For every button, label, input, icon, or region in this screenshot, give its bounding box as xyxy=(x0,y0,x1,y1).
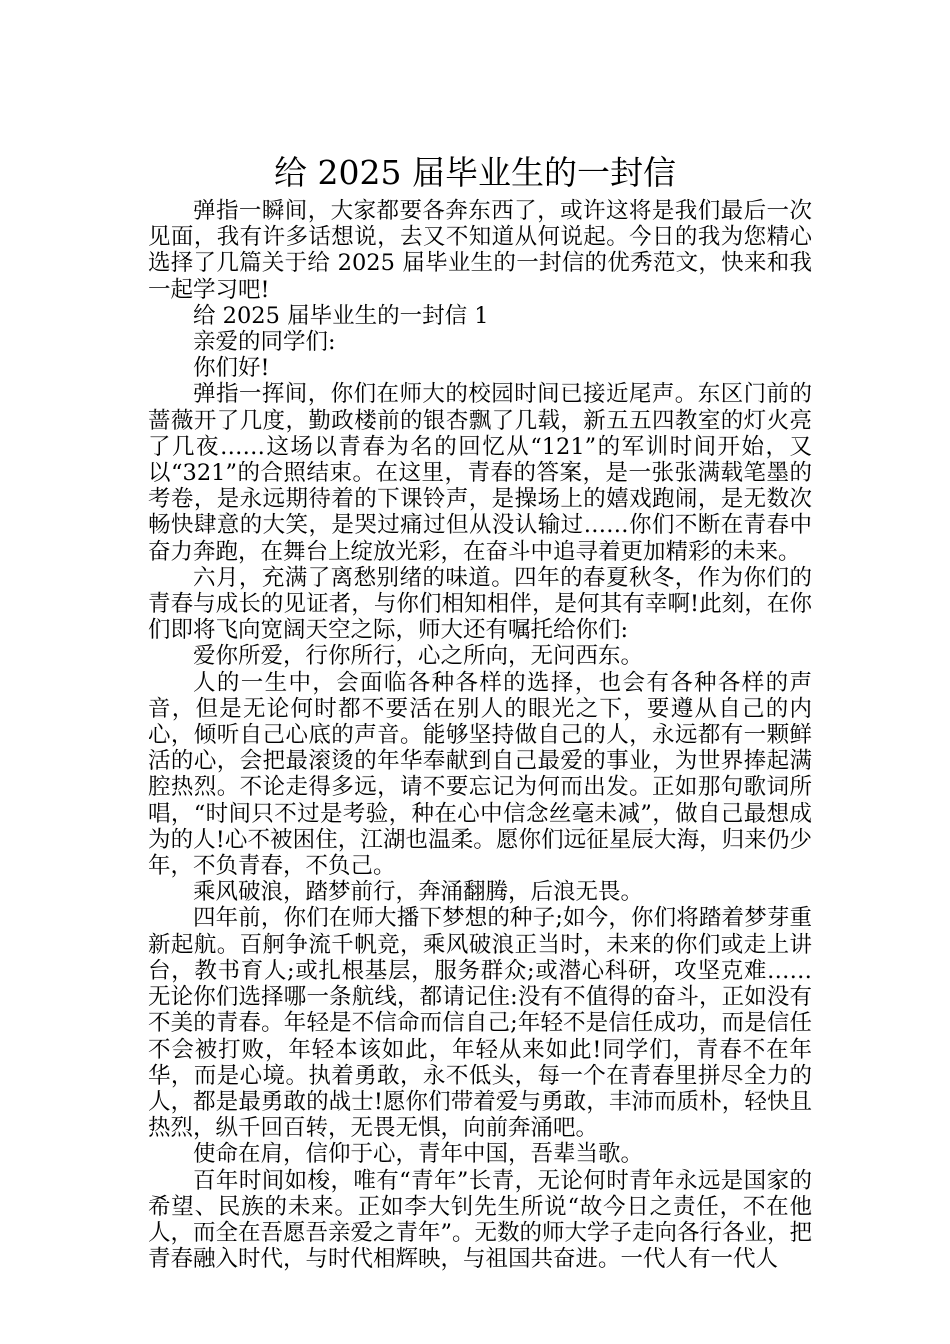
body-paragraph: 百年时间如梭，唯有“青年”长青，无论何时青年永远是国家的希望、民族的未来。正如李大钊先生所说“故今日之责任，不在他人，而全在吾愿吾亲爱之青年”。无数的师大学子走向各行各业，把青春融入时代，与时代相辉映，与祖国共奋进。一代人有一代人 xyxy=(148,1167,813,1273)
letter-heading: 给 2025 届毕业生的一封信 1 xyxy=(193,302,489,329)
section-motto: 使命在肩，信仰于心，青年中国，吾辈当歌。 xyxy=(193,1141,644,1168)
document-body xyxy=(148,198,812,1272)
section-motto: 乘风破浪，踏梦前行，奔涌翻腾，后浪无畏。 xyxy=(193,879,644,906)
salutation: 亲爱的同学们: xyxy=(193,329,336,356)
body-paragraph: 四年前，你们在师大播下梦想的种子;如今，你们将踏着梦芽重新起航。百舸争流千帆竞，乘风破浪正当时，未来的你们或走上讲台，教书育人;或扎根基层，服务群众;或潜心科研，攻坚克难……无论你们选择哪一条航线，都请记住:没有不值得的奋斗，正如没有不美的青春。年轻是不信命而信自己;年轻不是信任成功，而是信任不会被打败，年轻本该如此，年轻从来如此!同学们，青春不在年华，而是心境。执着勇敢，永不低头，每一个在青春里拼尽全力的人，都是最勇敢的战士!愿你们带着爱与勇敢，丰沛而质朴，轻快且热烈，纵千回百转，无畏无惧，向前奔涌吧。 xyxy=(148,905,812,1142)
body-paragraph: 六月，充满了离愁别绪的味道。四年的春夏秋冬，作为你们的青春与成长的见证者，与你们相知相伴，是何其有幸啊!此刻，在你们即将飞向宽阔天空之际，师大还有嘱托给你们: xyxy=(148,564,812,644)
body-paragraph: 人的一生中，会面临各种各样的选择，也会有各种各样的声音，但是无论何时都不要活在别人的眼光之下，要遵从自己的内心，倾听自己心底的声音。能够坚持做自己的人，永远都有一颗鲜活的心，会把最滚烫的年华奉献到自己最爱的事业，为世界捧起满腔热烈。不论走得多远，请不要忘记为何而出发。正如那句歌词所唱，“时间只不过是考验，种在心中信念丝毫未减”，做自己最想成为的人!心不被困住，江湖也温柔。愿你们远征星辰大海，归来仍少年，不负青春，不负己。 xyxy=(148,669,812,880)
greeting: 你们好! xyxy=(193,355,270,382)
body-paragraph: 弹指一挥间，你们在师大的校园时间已接近尾声。东区门前的蔷薇开了几度，勤政楼前的银杏飘了几载，新五五四教室的灯火亮了几夜……这场以青春为名的回忆从“121”的军训时间开始，又以“321”的合照结束。在这里，青春的答案，是一张张满载笔墨的考卷，是永远期待着的下课铃声，是操场上的嬉戏跑闹，是无数次畅快肆意的大笑，是哭过痛过但从没认输过……你们不断在青春中奋力奔跑，在舞台上绽放光彩，在奋斗中追寻着更加精彩的未来。 xyxy=(148,381,812,565)
intro-paragraph: 弹指一瞬间，大家都要各奔东西了，或许这将是我们最后一次见面，我有许多话想说，去又不知道从何说起。今日的我为您精心选择了几篇关于给 2025 届毕业生的一封信的优秀范文，快来和我一起学习吧! xyxy=(148,198,812,303)
document-title: 给 2025 届毕业生的一封信 xyxy=(274,153,676,193)
section-motto: 爱你所爱，行你所行，心之所向，无问西东。 xyxy=(193,643,644,670)
